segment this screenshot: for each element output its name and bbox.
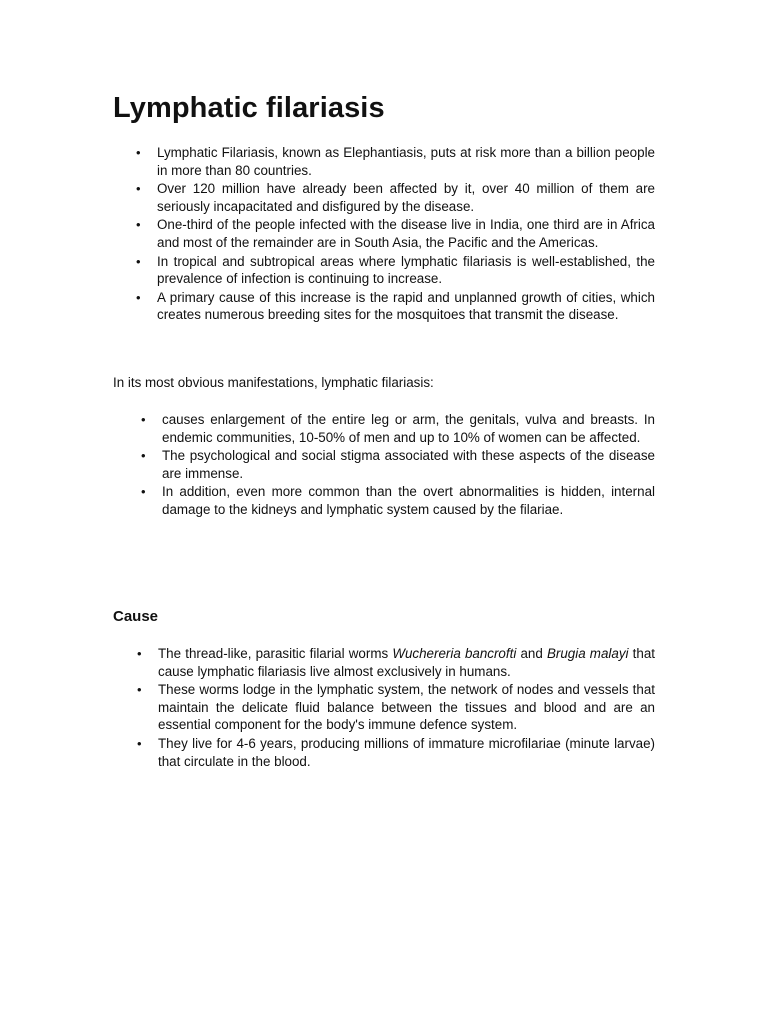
cause-bullet-list xyxy=(137,645,655,771)
list-item xyxy=(141,483,655,518)
text-segment: that cause lymphatic filariasis live almost exclusively in humans. xyxy=(158,646,655,679)
species-name: Wuchereria bancrofti xyxy=(392,646,517,661)
bullet-icon: • xyxy=(136,253,141,269)
list-item xyxy=(137,735,655,770)
bullet-icon: • xyxy=(141,448,146,464)
species-name: Brugia malayi xyxy=(546,646,629,661)
list-item-text: The psychological and social stigma associated with these aspects of the disease are immense. xyxy=(162,448,655,481)
text-segment: The thread-like, parasitic filarial worms xyxy=(158,646,393,661)
list-item-text: A primary cause of this increase is the rapid and unplanned growth of cities, which creates numerous breeding sites for the mosquitoes that transmit the disease. xyxy=(157,289,655,323)
section-heading-cause: Cause xyxy=(113,608,159,625)
bullet-icon: • xyxy=(137,735,142,751)
list-item-text: One-third of the people infected with the disease live in India, one third are in Africa and most of the remainder are in South Asia, the Pacific and the Americas. xyxy=(157,217,655,250)
page-title: Lymphatic filariasis xyxy=(113,92,385,124)
list-item-text: causes enlargement of the entire leg or arm, the genitals, vulva and breasts. In endemic communities, 10-50% of men and up to 10% of women can be affected. xyxy=(162,412,655,445)
bullet-icon: • xyxy=(141,412,146,427)
list-item-text: In addition, even more common than the overt abnormalities is hidden, internal damage to the kidneys and lymphatic system caused by the filariae. xyxy=(162,484,655,517)
list-item-text: They live for 4-6 years, producing millions of immature microfilariae (minute larvae) that circulate in the blood. xyxy=(158,735,655,769)
text-segment: and xyxy=(516,646,547,661)
intro-bullet-list xyxy=(136,144,655,325)
manifestation-bullet-list xyxy=(141,411,655,520)
list-item-text: Over 120 million have already been affected by it, over 40 million of them are seriously incapacitated and disfigured by the disease. xyxy=(157,181,655,214)
list-item-text: In tropical and subtropical areas where lymphatic filariasis is well-established, the prevalence of infection is continuing to increase. xyxy=(157,253,655,287)
manifestations-intro: In its most obvious manifestations, lymphatic filariasis: xyxy=(113,375,434,390)
list-item xyxy=(137,645,655,680)
list-item-text: These worms lodge in the lymphatic system, the network of nodes and vessels that maintain the delicate fluid balance between the tissues and blood and are an essential component for the body's immune defence system. xyxy=(158,682,655,733)
bullet-icon: • xyxy=(137,646,142,661)
list-item-text xyxy=(158,646,655,679)
bullet-icon: • xyxy=(136,217,141,233)
list-item xyxy=(141,447,655,482)
list-item xyxy=(136,289,655,324)
bullet-icon: • xyxy=(136,181,141,197)
bullet-icon: • xyxy=(136,145,141,160)
list-item xyxy=(141,411,655,446)
bullet-icon: • xyxy=(136,289,141,305)
list-item xyxy=(136,144,655,179)
bullet-icon: • xyxy=(141,484,146,500)
bullet-icon: • xyxy=(137,682,142,698)
list-item xyxy=(136,253,655,288)
list-item xyxy=(136,180,655,215)
list-item xyxy=(136,216,655,251)
list-item xyxy=(137,681,655,734)
list-item-text: Lymphatic Filariasis, known as Elephantiasis, puts at risk more than a billion people in more than 80 countries. xyxy=(157,145,655,178)
